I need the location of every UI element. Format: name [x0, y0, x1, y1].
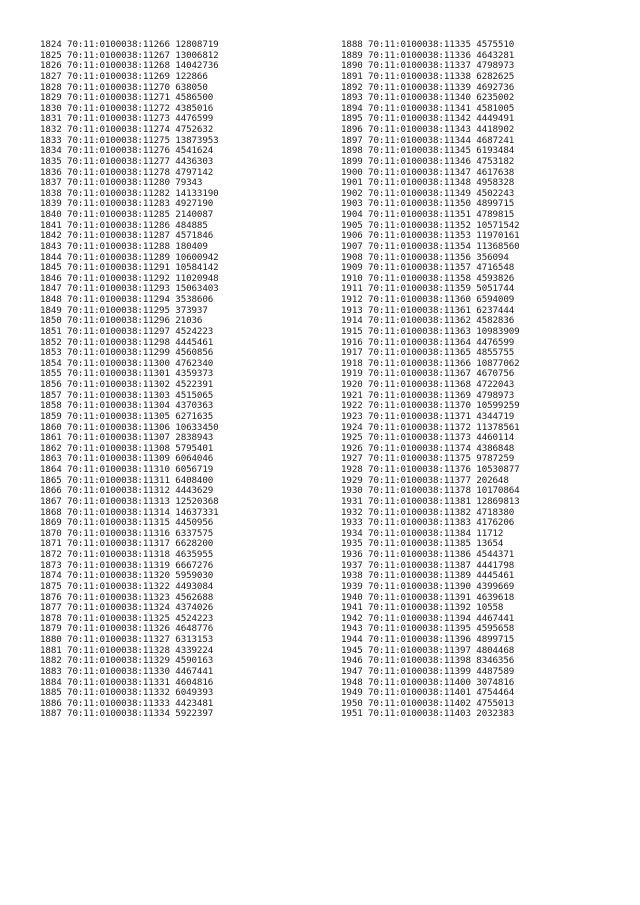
record-line: 1864 70:11:0100038:11310 6056719: [40, 464, 214, 475]
record-line: 1902 70:11:0100038:11349 4502243: [341, 187, 515, 199]
record-line: 1840 70:11:0100038:11285 2140087: [40, 209, 214, 220]
record-line: 1871 70:11:0100038:11317 6628200: [40, 538, 214, 550]
record-line: 1849 70:11:0100038:11295 373937: [40, 304, 208, 316]
record-line: 1912 70:11:0100038:11360 6594009: [341, 294, 515, 305]
record-line: 1853 70:11:0100038:11299 4560856: [40, 347, 214, 359]
record-line: 1913 70:11:0100038:11361 6237444: [341, 304, 515, 316]
record-line: 1918 70:11:0100038:11366 10877062: [341, 357, 520, 369]
record-line: 1850 70:11:0100038:11296 21036: [40, 315, 203, 327]
record-line: 1837 70:11:0100038:11280 79343: [40, 177, 203, 189]
record-line: 1943 70:11:0100038:11395 4595658: [341, 623, 515, 635]
record-line: 1839 70:11:0100038:11283 4927190: [40, 198, 214, 210]
record-line: 1938 70:11:0100038:11389 4445461: [341, 570, 515, 582]
record-line: 1831 70:11:0100038:11273 4476599: [40, 113, 214, 125]
record-line: 1891 70:11:0100038:11338 6282625: [341, 70, 515, 82]
record-line: 1835 70:11:0100038:11277 4436303: [40, 155, 214, 167]
record-line: 1847 70:11:0100038:11293 15063403: [40, 283, 219, 295]
record-line: 1911 70:11:0100038:11359 5051744: [341, 283, 515, 295]
record-line: 1834 70:11:0100038:11276 4541624: [40, 145, 214, 157]
record-line: 1884 70:11:0100038:11331 4604816: [40, 676, 214, 688]
record-line: 1919 70:11:0100038:11367 4670756: [341, 368, 515, 380]
record-line: 1897 70:11:0100038:11344 4687241: [341, 134, 515, 146]
record-line: 1872 70:11:0100038:11318 4635955: [40, 549, 214, 560]
record-line: 1936 70:11:0100038:11386 4544371: [341, 549, 515, 560]
record-line: 1833 70:11:0100038:11275 13873953: [40, 134, 219, 146]
record-line: 1861 70:11:0100038:11307 2838943: [40, 432, 214, 444]
record-line: 1896 70:11:0100038:11343 4418902: [341, 124, 515, 135]
record-line: 1927 70:11:0100038:11375 9787259: [341, 453, 515, 465]
record-line: 1878 70:11:0100038:11325 4524223: [40, 612, 214, 624]
record-line: 1948 70:11:0100038:11400 3074816: [341, 676, 515, 688]
record-line: 1868 70:11:0100038:11314 14637331: [40, 506, 219, 518]
record-line: 1830 70:11:0100038:11272 4385016: [40, 102, 214, 114]
record-line: 1914 70:11:0100038:11362 4582836: [341, 315, 515, 327]
record-line: 1881 70:11:0100038:11328 4339224: [40, 644, 214, 656]
record-line: 1941 70:11:0100038:11392 10558: [341, 602, 504, 614]
record-line: 1923 70:11:0100038:11371 4344719: [341, 410, 515, 422]
record-line: 1910 70:11:0100038:11358 4593826: [341, 272, 515, 284]
record-line: 1888 70:11:0100038:11335 4575510: [341, 39, 515, 50]
record-line: 1877 70:11:0100038:11324 4374026: [40, 602, 214, 614]
record-line: 1951 70:11:0100038:11403 2032383: [341, 708, 515, 720]
record-line: 1890 70:11:0100038:11337 4798973: [341, 60, 515, 72]
record-line: 1873 70:11:0100038:11319 6667276: [40, 559, 214, 571]
record-line: 1945 70:11:0100038:11397 4804468: [341, 644, 515, 656]
record-line: 1904 70:11:0100038:11351 4789815: [341, 209, 515, 220]
record-line: 1889 70:11:0100038:11336 4643281: [341, 49, 515, 61]
record-line: 1844 70:11:0100038:11289 10600942: [40, 251, 219, 263]
record-line: 1928 70:11:0100038:11376 10530877: [341, 464, 520, 475]
record-line: 1929 70:11:0100038:11377 202648: [341, 474, 509, 486]
record-line: 1882 70:11:0100038:11329 4590163: [40, 655, 214, 667]
record-line: 1866 70:11:0100038:11312 4443629: [40, 485, 214, 497]
record-line: 1893 70:11:0100038:11340 6235002: [341, 92, 515, 104]
record-line: 1899 70:11:0100038:11346 4753182: [341, 155, 515, 167]
record-line: 1926 70:11:0100038:11374 4386848: [341, 442, 515, 454]
record-line: 1907 70:11:0100038:11354 11368560: [341, 240, 520, 252]
record-line: 1924 70:11:0100038:11372 11378561: [341, 421, 520, 433]
record-line: 1827 70:11:0100038:11269 122866: [40, 70, 208, 82]
record-line: 1876 70:11:0100038:11323 4562688: [40, 591, 214, 603]
record-line: 1920 70:11:0100038:11368 4722043: [341, 379, 515, 390]
record-line: 1854 70:11:0100038:11300 4762340: [40, 357, 214, 369]
record-line: 1862 70:11:0100038:11308 5795401: [40, 442, 214, 454]
record-line: 1947 70:11:0100038:11399 4487589: [341, 665, 515, 677]
record-line: 1859 70:11:0100038:11305 6271635: [40, 410, 214, 422]
record-line: 1905 70:11:0100038:11352 10571542: [341, 219, 520, 231]
record-line: 1875 70:11:0100038:11322 4493084: [40, 580, 214, 592]
record-line: 1852 70:11:0100038:11298 4445461: [40, 336, 214, 348]
record-line: 1838 70:11:0100038:11282 14133190: [40, 187, 219, 199]
record-line: 1895 70:11:0100038:11342 4449491: [341, 113, 515, 125]
record-line: 1933 70:11:0100038:11383 4176206: [341, 517, 515, 529]
record-line: 1851 70:11:0100038:11297 4524223: [40, 325, 214, 337]
record-line: 1843 70:11:0100038:11288 180409: [40, 240, 208, 252]
record-line: 1931 70:11:0100038:11381 12869813: [341, 495, 520, 507]
record-line: 1880 70:11:0100038:11327 6313153: [40, 634, 214, 645]
record-line: 1863 70:11:0100038:11309 6064046: [40, 453, 214, 465]
record-line: 1906 70:11:0100038:11353 11970161: [341, 230, 520, 242]
record-line: 1935 70:11:0100038:11385 13654: [341, 538, 504, 550]
record-line: 1826 70:11:0100038:11268 14042736: [40, 60, 219, 72]
record-line: 1917 70:11:0100038:11365 4855755: [341, 347, 515, 359]
record-line: 1915 70:11:0100038:11363 10983909: [341, 325, 520, 337]
record-line: 1944 70:11:0100038:11396 4899715: [341, 634, 515, 645]
record-line: 1857 70:11:0100038:11303 4515065: [40, 389, 214, 401]
record-line: 1942 70:11:0100038:11394 4467441: [341, 612, 515, 624]
record-line: 1824 70:11:0100038:11266 12808719: [40, 39, 219, 50]
record-line: 1874 70:11:0100038:11320 5959030: [40, 570, 214, 582]
record-line: 1870 70:11:0100038:11316 6337575: [40, 527, 214, 539]
record-line: 1900 70:11:0100038:11347 4617638: [341, 166, 515, 178]
record-line: 1845 70:11:0100038:11291 10584142: [40, 262, 219, 274]
record-line: 1898 70:11:0100038:11345 6193484: [341, 145, 515, 157]
record-line: 1860 70:11:0100038:11306 10633450: [40, 421, 219, 433]
right-column: [341, 40, 520, 720]
record-line: 1855 70:11:0100038:11301 4359373: [40, 368, 214, 380]
record-line: 1836 70:11:0100038:11278 4797142: [40, 166, 214, 178]
record-line: 1949 70:11:0100038:11401 4754464: [341, 687, 515, 699]
record-line: 1940 70:11:0100038:11391 4639618: [341, 591, 515, 603]
record-line: 1848 70:11:0100038:11294 3538606: [40, 294, 214, 305]
record-line: 1869 70:11:0100038:11315 4450956: [40, 517, 214, 529]
record-line: 1883 70:11:0100038:11330 4467441: [40, 665, 214, 677]
record-line: 1867 70:11:0100038:11313 12520368: [40, 495, 219, 507]
record-line: 1922 70:11:0100038:11370 10599259: [341, 400, 520, 412]
record-line: 1937 70:11:0100038:11387 4441798: [341, 559, 515, 571]
record-line: 1879 70:11:0100038:11326 4648776: [40, 623, 214, 635]
record-line: 1925 70:11:0100038:11373 4460114: [341, 432, 515, 444]
record-line: 1903 70:11:0100038:11350 4899715: [341, 198, 515, 210]
record-line: 1892 70:11:0100038:11339 4692736: [341, 81, 515, 93]
record-line: 1832 70:11:0100038:11274 4752632: [40, 124, 214, 135]
record-line: 1894 70:11:0100038:11341 4581005: [341, 102, 515, 114]
record-line: 1886 70:11:0100038:11333 4423481: [40, 697, 214, 709]
record-line: 1930 70:11:0100038:11378 10170864: [341, 485, 520, 497]
record-line: 1858 70:11:0100038:11304 4370363: [40, 400, 214, 412]
record-line: 1828 70:11:0100038:11270 638050: [40, 81, 208, 93]
record-line: 1934 70:11:0100038:11384 11712: [341, 527, 504, 539]
record-line: 1946 70:11:0100038:11398 8346356: [341, 655, 515, 667]
record-line: 1909 70:11:0100038:11357 4716548: [341, 262, 515, 274]
record-line: 1842 70:11:0100038:11287 4571846: [40, 230, 214, 242]
record-line: 1841 70:11:0100038:11286 484885: [40, 219, 208, 231]
record-line: 1908 70:11:0100038:11356 356094: [341, 251, 509, 263]
record-line: 1921 70:11:0100038:11369 4798973: [341, 389, 515, 401]
record-line: 1901 70:11:0100038:11348 4958328: [341, 177, 515, 189]
record-line: 1829 70:11:0100038:11271 4586500: [40, 92, 214, 104]
record-line: 1887 70:11:0100038:11334 5922397: [40, 708, 214, 720]
record-line: 1885 70:11:0100038:11332 6049393: [40, 687, 214, 699]
record-line: 1846 70:11:0100038:11292 11020948: [40, 272, 219, 284]
record-line: 1950 70:11:0100038:11402 4755013: [341, 697, 515, 709]
record-line: 1865 70:11:0100038:11311 6408400: [40, 474, 214, 486]
record-line: 1932 70:11:0100038:11382 4718380: [341, 506, 515, 518]
record-line: 1856 70:11:0100038:11302 4522391: [40, 379, 214, 390]
record-line: 1939 70:11:0100038:11390 4399669: [341, 580, 515, 592]
record-line: 1825 70:11:0100038:11267 13006812: [40, 49, 219, 61]
record-line: 1916 70:11:0100038:11364 4476599: [341, 336, 515, 348]
left-column: [40, 40, 219, 720]
